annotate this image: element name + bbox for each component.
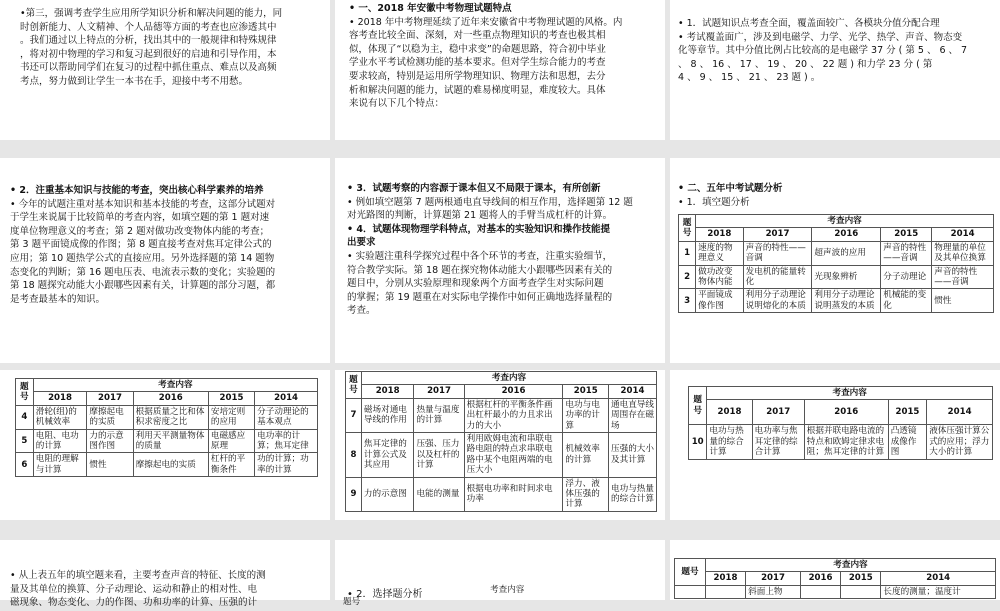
table-header-cell: 2014 [927, 400, 993, 425]
table-cell: 物理量的单位及其单位换算 [932, 241, 994, 265]
table-header-cell: 2018 [707, 400, 752, 425]
table-cell: 浮力、液体压强的计算 [563, 477, 609, 511]
table-cell: 8 [346, 433, 362, 478]
table-header-cell: 2016 [464, 385, 563, 398]
slide-4-heading: • 2．注重基本知识与技能的考查，突出核心科学素养的培养 [10, 185, 264, 196]
table-cell: 通电直导线周围存在磁场 [609, 398, 657, 432]
table-cell: 焦耳定律的计算公式及其应用 [361, 433, 414, 478]
table-cell: 热量与温度的计算 [414, 398, 464, 432]
table-cell: 压强、压力以及杠杆的计算 [414, 433, 464, 478]
slide-3-text: • 1．试题知识点考查全面，覆盖面较广、各模块分值分配合理 • 考试覆盖面广，涉及到电磁学、力学、光学、热学、声音、物态变 化等章节。其中分值比例占比较高的是电磁学 37 分 ( 第 5 、 6 、 7 、 8 、 16 、 17 、 19 、 20 、 22 题 ) 和力学 23 分 ( 第 4 、 9 、 15 、 21 、 23 题 ) 。 [678, 18, 968, 84]
table-cell: 9 [346, 477, 362, 511]
table-row [679, 241, 994, 265]
slide-10-text: • 从上表五年的填空题来看，主要考查声音的特征、长度的测 量及其单位的换算、分子动理论、运动和静止的相对性、电 磁现象、物态变化、力的作图、功和功率的计算、压强的计 [10, 570, 266, 609]
table-cell: 3 [679, 289, 696, 313]
slide-4 [0, 158, 330, 363]
table-cell: 摩擦起电的实质 [87, 405, 133, 429]
table-cell: 电磁感应原理 [208, 429, 254, 453]
table-header-cell: 2018 [705, 572, 745, 585]
table-cell [800, 585, 840, 598]
table-cell: 电能的测量 [414, 477, 464, 511]
table-cell: 1 [679, 241, 696, 265]
table-header-cell: 考查内容 [705, 559, 995, 572]
table-header-cell: 2014 [881, 572, 996, 585]
table-row [16, 429, 318, 453]
table-header-cell: 2014 [255, 392, 318, 405]
table-cell: 电阻、电功的计算 [33, 429, 87, 453]
table-header-cell: 题号 [679, 215, 696, 242]
table-header-cell: 2017 [743, 228, 812, 241]
table-header-cell: 题号 [689, 387, 707, 425]
slide-8 [335, 370, 665, 520]
slide-6-text [678, 183, 996, 210]
slide-2 [335, 0, 665, 140]
table-cell: 液体压强计算公式的应用；浮力大小的计算 [927, 425, 993, 459]
table-cell: 平面镜成像作图 [696, 289, 743, 313]
table-cell: 安培定则的应用 [208, 405, 254, 429]
table-header-cell: 2017 [752, 400, 804, 425]
slide-2-heading: • 一、2018 年安徽中考物理试题特点 [349, 3, 512, 14]
table-cell: 6 [16, 453, 34, 477]
table-cell: 电功与热量的综合计算 [609, 477, 657, 511]
table-cell: 压强的大小及其计算 [609, 433, 657, 478]
table-header-cell: 2015 [208, 392, 254, 405]
table-cell: 滑轮(组)的机械效率 [33, 405, 87, 429]
table-cell: 4 [16, 405, 34, 429]
slide-11-group: 考查内容 [490, 585, 525, 595]
table-cell: 电阻的理解与计算 [33, 453, 87, 477]
slide-5-text: • 3．试题考察的内容源于课本但又不局限于课本，有所创新 • 例如填空题第 7 题两根通电直导线间的相互作用，选择题第 12 题 对光路图的判断，计算题第 21 题将人的手臂当成杠杆的计算。 • 4．试题体现物理学科特点，对基本的实验知识和操作技能提 出要求 • 实验题注重科学探究过程中各个环节的考查，注重实验细节， 符合教学实际。第 18 题在探究物体动能大小跟哪些因素有关的 题目中，分别从实验原理和现象两个方面考查学生对实际问题 的掌握；第 19 题重在对实际电学操作中如何正确地选择量程的 考查。 [347, 183, 633, 317]
slide-6 [670, 158, 1000, 363]
fill-blank-table-3 [345, 371, 657, 512]
table-row [346, 433, 657, 478]
table-header-cell: 2016 [800, 572, 840, 585]
table-cell: 惯性 [87, 453, 133, 477]
table-cell [841, 585, 881, 598]
slide-6-subheading: • 1．填空题分析 [678, 196, 750, 208]
table-cell: 根据并联电路电流的特点和欧姆定律求电阻；焦耳定律的计算 [804, 425, 888, 459]
table-cell: 惯性 [932, 289, 994, 313]
slide-12 [670, 540, 1000, 600]
table-cell: 光现象辨析 [812, 265, 881, 289]
table-row [16, 453, 318, 477]
table-cell: 摩擦起电的实质 [133, 453, 208, 477]
table-header-cell: 2015 [888, 400, 927, 425]
table-header-cell: 2018 [361, 385, 414, 398]
slide-11 [335, 540, 665, 607]
table-cell: 根据杠杆的平衡条件画出杠杆最小的力且求出力的大小 [464, 398, 563, 432]
table-row [675, 585, 996, 598]
table-header-cell: 2016 [133, 392, 208, 405]
table-cell: 杠杆的平衡条件 [208, 453, 254, 477]
table-cell: 长度的测量；温度计 [881, 585, 996, 598]
slide-4-text: • 2．注重基本知识与技能的考查，突出核心科学素养的培养 • 今年的试题注重对基本知识和基本技能的考查，这部分试题对 于学生来说属于比较简单的考查内容，如填空题的第 1 题对速 度单位物理意义的考查；第 2 题对做功改变物体内能的考查； 第 3 题平面镜成像的作图；第 8 题直接考查对焦耳定律公式的 应用；第 10 题热学公式的直接应用。另外选择题的第 14 题物 态变化的判断；第 16 题电压表、电流表示数的变化；实验题的 第 18 题探究动能大小跟哪些因素有关，计算题的部分习题，都 是考查最基本的知识。 [10, 185, 326, 307]
table-row [679, 289, 994, 313]
table-cell: 5 [16, 429, 34, 453]
table-cell: 分子动理论 [881, 265, 932, 289]
table-header-cell: 2016 [812, 228, 881, 241]
table-cell: 利用分子动理论说明蒸发的本质 [812, 289, 881, 313]
slide-6-heading: • 二、五年中考试题分析 [678, 183, 783, 194]
table-cell: 2 [679, 265, 696, 289]
table-cell: 利用欧姆电流和串联电路电阻的特点求串联电路中某个电阻两端的电压大小 [464, 433, 563, 478]
table-cell: 利用分子动理论说明熔化的本质 [743, 289, 812, 313]
table-header-cell: 2016 [804, 400, 888, 425]
table-cell: 电功率与焦耳定律的综合计算 [752, 425, 804, 459]
table-header-cell: 考查内容 [33, 379, 317, 392]
table-cell: 根据质量之比和体积求密度之比 [133, 405, 208, 429]
table-header-cell: 2015 [563, 385, 609, 398]
choice-table-partial [674, 558, 996, 599]
table-cell: 磁场对通电导线的作用 [361, 398, 414, 432]
slide-3 [670, 0, 1000, 140]
table-cell: 做功改变物体内能 [696, 265, 743, 289]
table-cell: 根据电功率和时间求电功率 [464, 477, 563, 511]
table-cell: 电功与电功率的计算 [563, 398, 609, 432]
table-cell [675, 585, 706, 598]
table-header-cell: 题号 [16, 379, 34, 406]
table-row [16, 405, 318, 429]
fill-blank-table-4 [688, 386, 993, 460]
table-header-cell: 2017 [414, 385, 464, 398]
table-header-cell: 2017 [746, 572, 801, 585]
table-row [679, 265, 994, 289]
table-cell: 超声波的应用 [812, 241, 881, 265]
table-header-cell: 2015 [881, 228, 932, 241]
table-cell: 10 [689, 425, 707, 459]
table-header-cell: 考查内容 [361, 372, 656, 385]
table-cell: 机械效率的计算 [563, 433, 609, 478]
slide-7 [0, 370, 330, 520]
table-cell [705, 585, 745, 598]
table-header-cell: 2018 [33, 392, 87, 405]
slide-9 [670, 370, 1000, 520]
table-cell: 力的示意图 [361, 477, 414, 511]
table-row [346, 398, 657, 432]
fill-blank-table-1 [678, 214, 994, 313]
slide-1 [0, 0, 330, 140]
table-header-cell: 2018 [696, 228, 743, 241]
table-cell: 功的计算；功率的计算 [255, 453, 318, 477]
table-header-cell: 考查内容 [696, 215, 994, 228]
slide-2-text: • 一、2018 年安徽中考物理试题特点 • 2018 年中考物理延续了近年来安徽省中考物理试题的风格。内 容考查比较全面、深刻，对一些重点物理知识的考查也极其相 似，体现了“以稳为主，稳中求变”的命题思路，符合初中毕业 学业水平考试检测功能的基本要求。但对学生综合能力的考查 要求较高，特别是运用所学物理知识、物理方法和思想，去分 析和解决问题的能力，试题的难易梯度明显，难度较大。具体 来说有以下几个特点： [349, 3, 661, 112]
table-cell: 7 [346, 398, 362, 432]
table-cell: 声音的特性——音调 [743, 241, 812, 265]
slide-1-text: •第三，强调考查学生应用所学知识分析和解决问题的能力，同 时创新能力、人文精神、个人品德等方面的考查也应渗透其中 。我们通过以上特点的分析，找出其中的一般规律和特殊规律 ，将对初中物理的学习和复习起到很好的启迪和引导作用，本 书还可以帮助同学们在复习的过程中抓住重点、难点以及高频 考点，努力做到让学生一本书在手，迎接中考不用愁。 [20, 8, 283, 87]
table-cell: 利用天平测量物体的质量 [133, 429, 208, 453]
table-cell: 电功率的计算；焦耳定律 [255, 429, 318, 453]
slide-11-no: 题号 [343, 597, 361, 607]
table-header-cell: 题号 [675, 559, 706, 586]
table-cell: 力的示意图作图 [87, 429, 133, 453]
table-cell: 电功与热量的综合计算 [707, 425, 752, 459]
table-row [346, 477, 657, 511]
slide-10 [0, 540, 330, 609]
table-header-cell: 题号 [346, 372, 362, 399]
table-cell: 斜面上物 [746, 585, 801, 598]
slide-5 [335, 158, 665, 363]
table-cell: 声音的特性——音调 [881, 241, 932, 265]
table-cell: 声音的特性——音调 [932, 265, 994, 289]
table-cell: 发电机的能量转化 [743, 265, 812, 289]
table-cell: 速度的物理意义 [696, 241, 743, 265]
table-header-cell: 2017 [87, 392, 133, 405]
slide-11-heading: • 2．选择题分析 [347, 589, 423, 600]
table-header-cell: 考查内容 [707, 387, 993, 400]
table-header-cell: 2014 [609, 385, 657, 398]
fill-blank-table-2 [15, 378, 318, 477]
table-header-cell: 2014 [932, 228, 994, 241]
table-cell: 分子动理论的基本观点 [255, 405, 318, 429]
table-row [689, 425, 993, 459]
table-cell: 凸透镜成像作图 [888, 425, 927, 459]
table-cell: 机械能的变化 [881, 289, 932, 313]
table-header-cell: 2015 [841, 572, 881, 585]
